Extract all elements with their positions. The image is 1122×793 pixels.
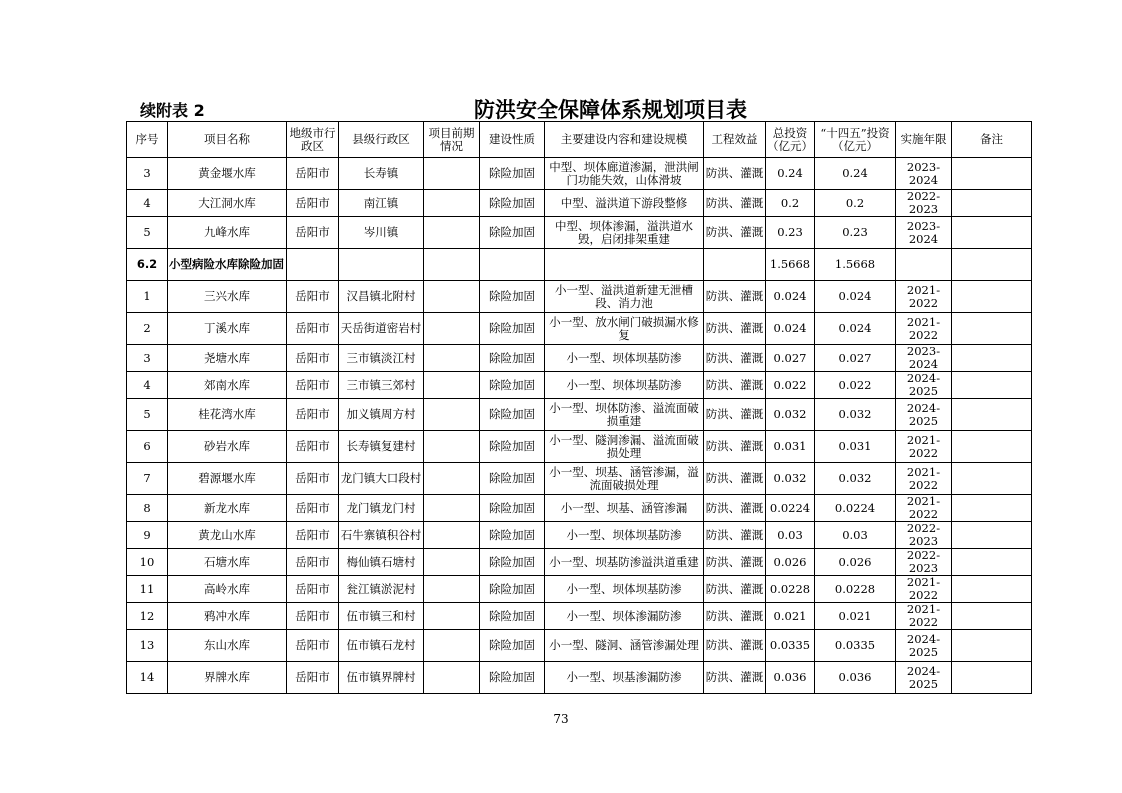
cell-years: 2022-2023 xyxy=(896,549,952,576)
cell-county: 梅仙镇石塘村 xyxy=(339,549,424,576)
header-years: 实施年限 xyxy=(896,122,952,158)
cell-total-investment: 0.2 xyxy=(766,190,815,217)
header-total-investment: 总投资（亿元） xyxy=(766,122,815,158)
table-row xyxy=(127,313,1032,345)
cell-note xyxy=(952,463,1032,495)
table-row xyxy=(127,522,1032,549)
cell-no: 5 xyxy=(127,399,168,431)
cell-preliminary xyxy=(424,399,480,431)
cell-preliminary xyxy=(424,662,480,694)
table-row xyxy=(127,345,1032,372)
cell-name: 东山水库 xyxy=(168,630,287,662)
cell-preliminary xyxy=(424,313,480,345)
cell-name: 桂花湾水库 xyxy=(168,399,287,431)
cell-note xyxy=(952,549,1032,576)
cell-name: 尧塘水库 xyxy=(168,345,287,372)
cell-city: 岳阳市 xyxy=(287,630,339,662)
cell-city: 岳阳市 xyxy=(287,576,339,603)
cell-city: 岳阳市 xyxy=(287,345,339,372)
cell-nature: 除险加固 xyxy=(480,576,545,603)
cell-benefit: 防洪、灌溉 xyxy=(704,313,766,345)
cell-note xyxy=(952,158,1032,190)
cell-benefit: 防洪、灌溉 xyxy=(704,463,766,495)
cell-benefit: 防洪、灌溉 xyxy=(704,217,766,249)
cell-content xyxy=(545,249,704,281)
table-row xyxy=(127,372,1032,399)
cell-years: 2021-2022 xyxy=(896,431,952,463)
cell-note xyxy=(952,662,1032,694)
cell-years: 2021-2022 xyxy=(896,603,952,630)
cell-name: 新龙水库 xyxy=(168,495,287,522)
header-content: 主要建设内容和建设规模 xyxy=(545,122,704,158)
cell-preliminary xyxy=(424,281,480,313)
cell-fyp-investment: 0.021 xyxy=(815,603,896,630)
cell-benefit: 防洪、灌溉 xyxy=(704,522,766,549)
cell-name: 丁溪水库 xyxy=(168,313,287,345)
cell-total-investment: 0.032 xyxy=(766,399,815,431)
cell-no: 14 xyxy=(127,662,168,694)
table-row xyxy=(127,495,1032,522)
cell-no: 8 xyxy=(127,495,168,522)
cell-content: 小一型、坝基、涵管渗漏，溢流面破损处理 xyxy=(545,463,704,495)
cell-fyp-investment: 0.031 xyxy=(815,431,896,463)
cell-content: 小一型、溢洪道新建无泄槽段、消力池 xyxy=(545,281,704,313)
cell-years: 2021-2022 xyxy=(896,495,952,522)
cell-benefit: 防洪、灌溉 xyxy=(704,372,766,399)
cell-note xyxy=(952,249,1032,281)
table-row xyxy=(127,190,1032,217)
table-row xyxy=(127,217,1032,249)
cell-nature: 除险加固 xyxy=(480,158,545,190)
cell-nature: 除险加固 xyxy=(480,431,545,463)
cell-no: 4 xyxy=(127,190,168,217)
cell-nature: 除险加固 xyxy=(480,217,545,249)
cell-benefit xyxy=(704,249,766,281)
section-row xyxy=(127,249,1032,281)
cell-no: 10 xyxy=(127,549,168,576)
cell-no: 3 xyxy=(127,158,168,190)
cell-note xyxy=(952,431,1032,463)
cell-fyp-investment: 0.23 xyxy=(815,217,896,249)
cell-note xyxy=(952,217,1032,249)
cell-nature: 除险加固 xyxy=(480,313,545,345)
cell-name: 九峰水库 xyxy=(168,217,287,249)
header-nature: 建设性质 xyxy=(480,122,545,158)
cell-name: 大江洞水库 xyxy=(168,190,287,217)
cell-preliminary xyxy=(424,372,480,399)
cell-county: 三市镇淡江村 xyxy=(339,345,424,372)
cell-county: 汉昌镇北附村 xyxy=(339,281,424,313)
header-benefit: 工程效益 xyxy=(704,122,766,158)
table-row xyxy=(127,549,1032,576)
cell-no: 3 xyxy=(127,345,168,372)
cell-total-investment: 0.027 xyxy=(766,345,815,372)
cell-no: 4 xyxy=(127,372,168,399)
cell-preliminary xyxy=(424,190,480,217)
cell-preliminary xyxy=(424,576,480,603)
cell-content: 中型、坝体廊道渗漏，泄洪闸门功能失效，山体滑坡 xyxy=(545,158,704,190)
table-row xyxy=(127,603,1032,630)
cell-fyp-investment: 0.032 xyxy=(815,463,896,495)
cell-preliminary xyxy=(424,345,480,372)
cell-preliminary xyxy=(424,603,480,630)
header-fyp-investment: “十四五”投资（亿元） xyxy=(815,122,896,158)
cell-years: 2024-2025 xyxy=(896,372,952,399)
cell-city: 岳阳市 xyxy=(287,495,339,522)
cell-content: 中型、溢洪道下游段整修 xyxy=(545,190,704,217)
cell-city: 岳阳市 xyxy=(287,217,339,249)
cell-years: 2022-2023 xyxy=(896,522,952,549)
table-row xyxy=(127,281,1032,313)
cell-content: 小一型、隧洞渗漏、溢流面破损处理 xyxy=(545,431,704,463)
cell-note xyxy=(952,372,1032,399)
cell-preliminary xyxy=(424,217,480,249)
cell-preliminary xyxy=(424,249,480,281)
cell-no: 1 xyxy=(127,281,168,313)
cell-fyp-investment: 0.024 xyxy=(815,313,896,345)
cell-content: 小一型、放水闸门破损漏水修复 xyxy=(545,313,704,345)
cell-fyp-investment: 0.0335 xyxy=(815,630,896,662)
page-title: 防洪安全保障体系规划项目表 xyxy=(474,98,747,122)
cell-total-investment: 0.0335 xyxy=(766,630,815,662)
cell-note xyxy=(952,399,1032,431)
cell-note xyxy=(952,495,1032,522)
cell-nature: 除险加固 xyxy=(480,603,545,630)
cell-years: 2023-2024 xyxy=(896,158,952,190)
cell-nature xyxy=(480,249,545,281)
cell-city: 岳阳市 xyxy=(287,158,339,190)
cell-preliminary xyxy=(424,630,480,662)
cell-fyp-investment: 0.032 xyxy=(815,399,896,431)
header-city: 地级市行政区 xyxy=(287,122,339,158)
cell-nature: 除险加固 xyxy=(480,372,545,399)
cell-content: 中型、坝体渗漏，溢洪道水毁，启闭排架重建 xyxy=(545,217,704,249)
cell-total-investment: 0.026 xyxy=(766,549,815,576)
cell-city: 岳阳市 xyxy=(287,603,339,630)
cell-years: 2021-2022 xyxy=(896,281,952,313)
cell-total-investment: 0.036 xyxy=(766,662,815,694)
cell-name: 石塘水库 xyxy=(168,549,287,576)
cell-name: 小型病险水库除险加固 xyxy=(168,249,287,281)
cell-years: 2023-2024 xyxy=(896,217,952,249)
cell-benefit: 防洪、灌溉 xyxy=(704,630,766,662)
cell-county xyxy=(339,249,424,281)
cell-county: 伍市镇界牌村 xyxy=(339,662,424,694)
table-row xyxy=(127,662,1032,694)
table-row xyxy=(127,463,1032,495)
cell-content: 小一型、坝体防渗、溢流面破损重建 xyxy=(545,399,704,431)
cell-fyp-investment: 0.0228 xyxy=(815,576,896,603)
cell-content: 小一型、坝基渗漏防渗 xyxy=(545,662,704,694)
cell-city: 岳阳市 xyxy=(287,522,339,549)
cell-name: 三兴水库 xyxy=(168,281,287,313)
cell-total-investment: 0.031 xyxy=(766,431,815,463)
cell-city: 岳阳市 xyxy=(287,313,339,345)
table-row xyxy=(127,399,1032,431)
cell-city: 岳阳市 xyxy=(287,463,339,495)
cell-nature: 除险加固 xyxy=(480,549,545,576)
cell-no: 11 xyxy=(127,576,168,603)
cell-nature: 除险加固 xyxy=(480,662,545,694)
cell-content: 小一型、坝体坝基防渗 xyxy=(545,372,704,399)
cell-city: 岳阳市 xyxy=(287,399,339,431)
cell-no: 2 xyxy=(127,313,168,345)
cell-name: 高岭水库 xyxy=(168,576,287,603)
cell-benefit: 防洪、灌溉 xyxy=(704,495,766,522)
table-row xyxy=(127,630,1032,662)
cell-note xyxy=(952,630,1032,662)
cell-total-investment: 0.0224 xyxy=(766,495,815,522)
cell-fyp-investment: 0.24 xyxy=(815,158,896,190)
cell-years: 2024-2025 xyxy=(896,399,952,431)
cell-fyp-investment: 0.024 xyxy=(815,281,896,313)
cell-no: 12 xyxy=(127,603,168,630)
header-no: 序号 xyxy=(127,122,168,158)
cell-content: 小一型、坝体坝基防渗 xyxy=(545,345,704,372)
cell-fyp-investment: 0.2 xyxy=(815,190,896,217)
cell-total-investment: 0.23 xyxy=(766,217,815,249)
header-county: 县级行政区 xyxy=(339,122,424,158)
cell-preliminary xyxy=(424,522,480,549)
cell-name: 界牌水库 xyxy=(168,662,287,694)
cell-county: 伍市镇石龙村 xyxy=(339,630,424,662)
cell-years: 2024-2025 xyxy=(896,662,952,694)
cell-benefit: 防洪、灌溉 xyxy=(704,603,766,630)
cell-preliminary xyxy=(424,158,480,190)
cell-name: 郊南水库 xyxy=(168,372,287,399)
cell-years xyxy=(896,249,952,281)
cell-no: 13 xyxy=(127,630,168,662)
cell-content: 小一型、坝基防渗溢洪道重建 xyxy=(545,549,704,576)
cell-city: 岳阳市 xyxy=(287,190,339,217)
page-number: 73 xyxy=(553,712,569,726)
cell-total-investment: 0.0228 xyxy=(766,576,815,603)
cell-nature: 除险加固 xyxy=(480,463,545,495)
cell-total-investment: 0.021 xyxy=(766,603,815,630)
cell-content: 小一型、坝基、涵管渗漏 xyxy=(545,495,704,522)
cell-total-investment: 0.032 xyxy=(766,463,815,495)
cell-total-investment: 0.022 xyxy=(766,372,815,399)
cell-name: 黄金堰水库 xyxy=(168,158,287,190)
cell-total-investment: 1.5668 xyxy=(766,249,815,281)
cell-nature: 除险加固 xyxy=(480,281,545,313)
cell-note xyxy=(952,313,1032,345)
cell-county: 长寿镇 xyxy=(339,158,424,190)
cell-years: 2021-2022 xyxy=(896,313,952,345)
project-table xyxy=(126,121,1032,694)
cell-years: 2022-2023 xyxy=(896,190,952,217)
cell-preliminary xyxy=(424,431,480,463)
table-caption: 续附表 2 xyxy=(140,101,205,120)
cell-years: 2024-2025 xyxy=(896,630,952,662)
cell-city: 岳阳市 xyxy=(287,281,339,313)
cell-fyp-investment: 0.026 xyxy=(815,549,896,576)
cell-nature: 除险加固 xyxy=(480,495,545,522)
cell-county: 龙门镇大口段村 xyxy=(339,463,424,495)
cell-fyp-investment: 0.0224 xyxy=(815,495,896,522)
cell-content: 小一型、坝体渗漏防渗 xyxy=(545,603,704,630)
cell-note xyxy=(952,281,1032,313)
cell-note xyxy=(952,603,1032,630)
cell-benefit: 防洪、灌溉 xyxy=(704,345,766,372)
cell-benefit: 防洪、灌溉 xyxy=(704,281,766,313)
cell-preliminary xyxy=(424,463,480,495)
cell-county: 加义镇周方村 xyxy=(339,399,424,431)
header-note: 备注 xyxy=(952,122,1032,158)
cell-note xyxy=(952,190,1032,217)
cell-note xyxy=(952,522,1032,549)
cell-total-investment: 0.024 xyxy=(766,281,815,313)
cell-total-investment: 0.024 xyxy=(766,313,815,345)
cell-county: 三市镇三郊村 xyxy=(339,372,424,399)
cell-preliminary xyxy=(424,549,480,576)
header-preliminary: 项目前期情况 xyxy=(424,122,480,158)
cell-benefit: 防洪、灌溉 xyxy=(704,158,766,190)
cell-city: 岳阳市 xyxy=(287,662,339,694)
cell-nature: 除险加固 xyxy=(480,522,545,549)
cell-years: 2021-2022 xyxy=(896,463,952,495)
cell-fyp-investment: 0.022 xyxy=(815,372,896,399)
cell-county: 长寿镇复建村 xyxy=(339,431,424,463)
cell-no: 5 xyxy=(127,217,168,249)
cell-city: 岳阳市 xyxy=(287,372,339,399)
cell-total-investment: 0.24 xyxy=(766,158,815,190)
cell-total-investment: 0.03 xyxy=(766,522,815,549)
cell-nature: 除险加固 xyxy=(480,190,545,217)
cell-city xyxy=(287,249,339,281)
cell-years: 2021-2022 xyxy=(896,576,952,603)
cell-fyp-investment: 0.036 xyxy=(815,662,896,694)
cell-no: 6 xyxy=(127,431,168,463)
cell-county: 天岳街道密岩村 xyxy=(339,313,424,345)
cell-city: 岳阳市 xyxy=(287,431,339,463)
cell-name: 黄龙山水库 xyxy=(168,522,287,549)
cell-fyp-investment: 1.5668 xyxy=(815,249,896,281)
cell-name: 碧源堰水库 xyxy=(168,463,287,495)
cell-name: 鸦冲水库 xyxy=(168,603,287,630)
cell-benefit: 防洪、灌溉 xyxy=(704,662,766,694)
header-row xyxy=(127,122,1032,158)
cell-name: 砂岩水库 xyxy=(168,431,287,463)
cell-benefit: 防洪、灌溉 xyxy=(704,399,766,431)
table-row xyxy=(127,431,1032,463)
header-name: 项目名称 xyxy=(168,122,287,158)
cell-county: 石牛寨镇积谷村 xyxy=(339,522,424,549)
cell-note xyxy=(952,576,1032,603)
cell-county: 岑川镇 xyxy=(339,217,424,249)
cell-county: 瓮江镇淤泥村 xyxy=(339,576,424,603)
cell-benefit: 防洪、灌溉 xyxy=(704,576,766,603)
table-row xyxy=(127,158,1032,190)
cell-city: 岳阳市 xyxy=(287,549,339,576)
cell-benefit: 防洪、灌溉 xyxy=(704,549,766,576)
cell-county: 南江镇 xyxy=(339,190,424,217)
cell-content: 小一型、坝体坝基防渗 xyxy=(545,522,704,549)
table-row xyxy=(127,576,1032,603)
cell-county: 伍市镇三和村 xyxy=(339,603,424,630)
cell-no: 6.2 xyxy=(127,249,168,281)
cell-nature: 除险加固 xyxy=(480,345,545,372)
cell-county: 龙门镇龙门村 xyxy=(339,495,424,522)
cell-note xyxy=(952,345,1032,372)
cell-no: 7 xyxy=(127,463,168,495)
cell-no: 9 xyxy=(127,522,168,549)
cell-nature: 除险加固 xyxy=(480,399,545,431)
cell-fyp-investment: 0.027 xyxy=(815,345,896,372)
cell-benefit: 防洪、灌溉 xyxy=(704,431,766,463)
cell-fyp-investment: 0.03 xyxy=(815,522,896,549)
cell-years: 2023-2024 xyxy=(896,345,952,372)
cell-content: 小一型、坝体坝基防渗 xyxy=(545,576,704,603)
cell-content: 小一型、隧洞、涵管渗漏处理 xyxy=(545,630,704,662)
cell-nature: 除险加固 xyxy=(480,630,545,662)
cell-preliminary xyxy=(424,495,480,522)
cell-benefit: 防洪、灌溉 xyxy=(704,190,766,217)
